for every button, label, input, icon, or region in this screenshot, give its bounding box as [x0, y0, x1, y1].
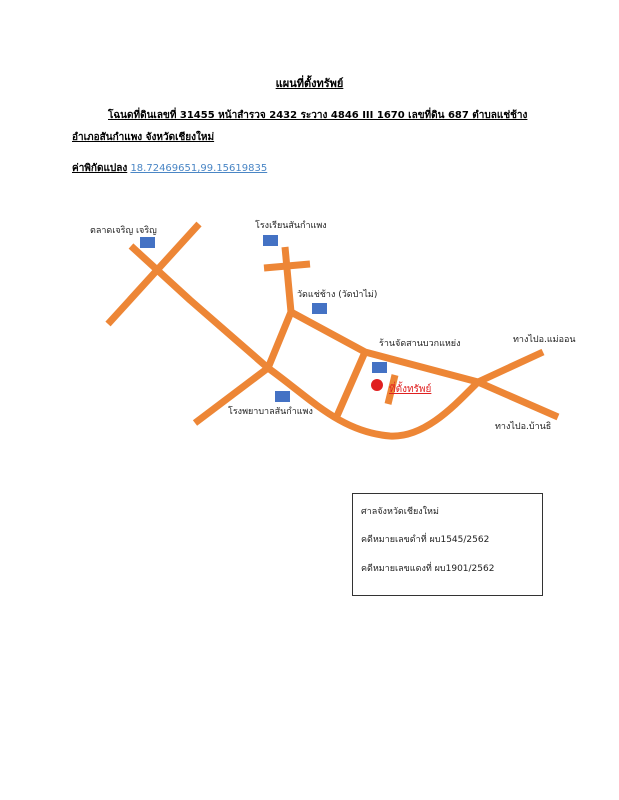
page-title: แผนที่ตั้งทรัพย์ [275, 77, 344, 90]
road-to-ban-si [478, 382, 558, 417]
label-shop: ร้านจัดสานบวกแหย่ง [379, 339, 461, 349]
coordinates-link[interactable]: 18.72469651,99.15619835 [130, 163, 268, 174]
label-market: ตลาดเจริญ เจริญ [90, 226, 157, 236]
label-to-ban-si: ทางไปอ.บ้านธิ [495, 422, 552, 432]
label-property-location: ที่ตั้งทรัพย์ [389, 384, 432, 395]
label-school: โรงเรียนสันกำแพง [255, 221, 327, 231]
label-temple: วัดแช่ช้าง (วัดป่าไม่) [297, 290, 378, 300]
label-to-mae-on: ทางไปอ.แม่ออน [513, 335, 576, 345]
deed-info-line-2: อำเภอสันกำแพง จังหวัดเชียงใหม่ [72, 132, 215, 143]
label-hospital: โรงพยาบาลสันกำแพง [228, 407, 313, 417]
road-school-cross-bar [264, 264, 310, 268]
shop-marker [372, 362, 387, 373]
road-school-cross [285, 247, 291, 312]
road-temple-link [268, 312, 291, 368]
road-main-west [131, 246, 268, 368]
roads [108, 224, 558, 436]
red-case-number: คดีหมายเลขแดงที่ ผบ1901/2562 [361, 564, 495, 574]
hospital-marker [275, 391, 290, 402]
road-main-south-curve [268, 368, 478, 436]
deed-info-line-1: โฉนดที่ดินเลขที่ 31455 หน้าสำรวจ 2432 ระวาง 4846 III 1670 เลขที่ดิน 687 ตำบลแช่ช้าง [108, 110, 528, 121]
temple-marker [312, 303, 327, 314]
court-name: ศาลจังหวัดเชียงใหม่ [361, 507, 439, 517]
property-location-marker[interactable] [371, 379, 383, 391]
black-case-number: คดีหมายเลขดำที่ ผบ1545/2562 [361, 535, 490, 545]
school-marker [263, 235, 278, 246]
market-marker [140, 237, 155, 248]
court-info-box [352, 493, 543, 596]
road-shop-link [337, 352, 365, 416]
road-to-mae-on [478, 352, 543, 382]
coordinates-label: ค่าพิกัดแปลง [72, 163, 128, 174]
